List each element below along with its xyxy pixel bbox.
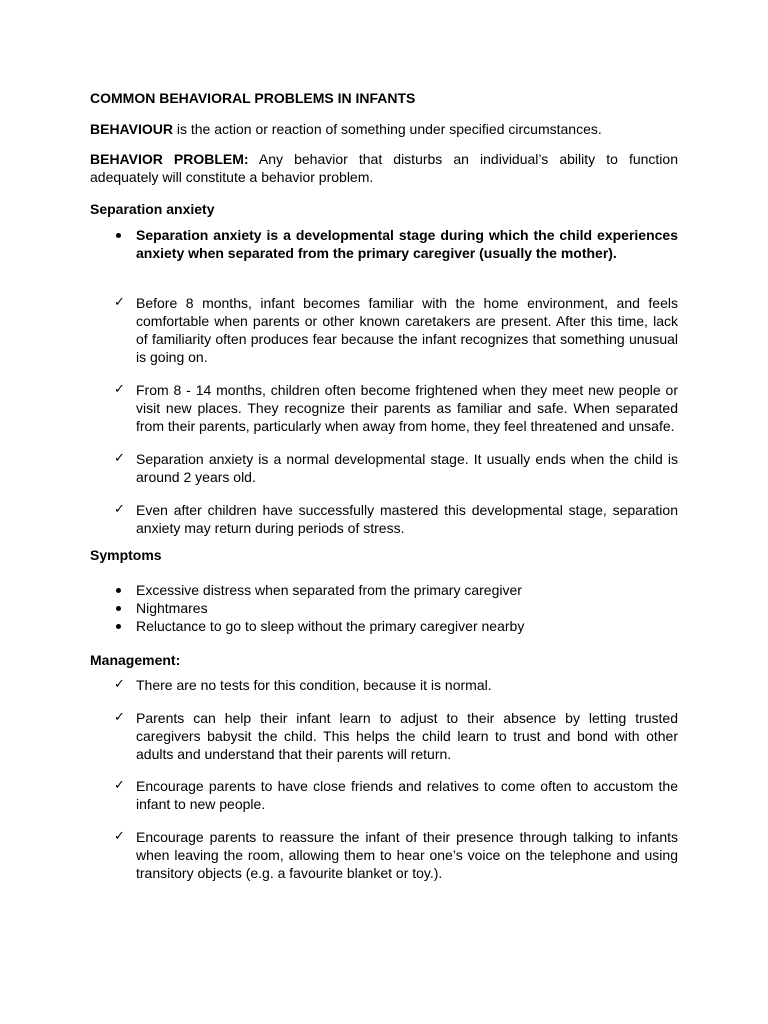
bullet-dot-icon	[116, 233, 121, 238]
behaviour-definition	[90, 120, 678, 138]
separation-anxiety-definition: Separation anxiety is a developmental stage during which the child experiences anxiety when separated from the primary caregiver (usually the mother).	[136, 227, 678, 261]
list-item-text: Before 8 months, infant becomes familiar with the home environment, and feels comfortable when parents or other known caretakers are present. After this time, lack of familiarity often produces fear because the infant recognizes that something unusual is going on.	[136, 295, 678, 365]
list-item-text: Separation anxiety is a normal developmental stage. It usually ends when the child is around 2 years old.	[136, 451, 678, 485]
separation-anxiety-bullet	[114, 226, 678, 280]
checkmark-icon: ✓	[114, 451, 125, 466]
checkmark-icon: ✓	[114, 778, 125, 793]
management-heading: Management:	[90, 652, 181, 668]
behaviour-term: BEHAVIOUR	[90, 121, 173, 137]
bullet-dot-icon	[116, 606, 121, 611]
symptoms-heading: Symptoms	[90, 547, 162, 563]
list-item-text: Excessive distress when separated from the primary caregiver	[136, 582, 522, 598]
behavior-problem-term: BEHAVIOR PROBLEM:	[90, 151, 249, 167]
list-item-text: Parents can help their infant learn to adjust to their absence by letting trusted caregivers babysit the child. This helps the child learn to trust and bond with other adults and understand that their parents will return.	[136, 710, 678, 762]
list-item-text: Encourage parents to reassure the infant of their presence through talking to infants when leaving the room, allowing them to hear one’s voice on the telephone and using transitory objects (e.g. a favourite blanket or toy.).	[136, 829, 678, 881]
list-item-text: From 8 - 14 months, children often become frightened when they meet new people or visit new places. They recognize their parents as familiar and safe. When separated from their parents, particularly when away from home, they feel threatened and unsafe.	[136, 382, 678, 434]
separation-anxiety-heading: Separation anxiety	[90, 201, 215, 217]
checkmark-icon: ✓	[114, 677, 125, 692]
bullet-dot-icon	[116, 588, 121, 593]
checkmark-icon: ✓	[114, 502, 125, 517]
checkmark-icon: ✓	[114, 710, 125, 725]
checkmark-icon: ✓	[114, 829, 125, 844]
list-item-text: Reluctance to go to sleep without the primary caregiver nearby	[136, 618, 525, 634]
checkmark-icon: ✓	[114, 295, 125, 310]
checkmark-icon: ✓	[114, 382, 125, 397]
document-title: COMMON BEHAVIORAL PROBLEMS IN INFANTS	[90, 90, 416, 106]
list-item-text: Nightmares	[136, 600, 208, 616]
behaviour-definition-text: is the action or reaction of something under specified circumstances.	[172, 121, 602, 137]
list-item-text: Encourage parents to have close friends and relatives to come often to accustom the infant to new people.	[136, 778, 678, 812]
list-item-text: Even after children have successfully mastered this developmental stage, separation anxiety may return during periods of stress.	[136, 502, 678, 536]
bullet-dot-icon	[116, 624, 121, 629]
behavior-problem-definition	[90, 150, 678, 186]
list-item-text: There are no tests for this condition, because it is normal.	[136, 677, 492, 693]
behavior-problem-text: Any behavior that disturbs an individual’s ability to function adequately will constitute a behavior problem.	[90, 151, 678, 185]
